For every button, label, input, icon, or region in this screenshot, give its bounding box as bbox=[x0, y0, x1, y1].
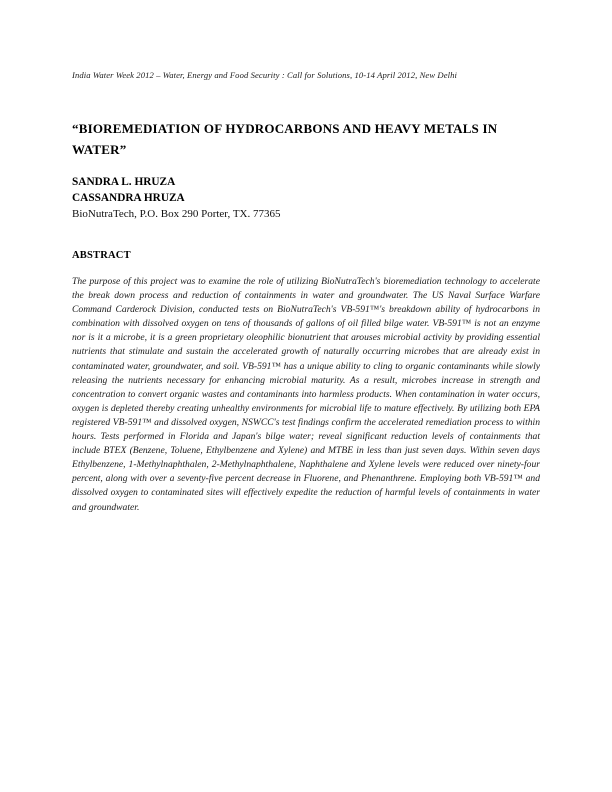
abstract-text: The purpose of this project was to examine the role of utilizing BioNutraTech's bioremediation technology to accelerate the break down process and reduction of containments in water and groundwater. The US Naval Surface Warfare Command Carderock Division, conducted tests on BioNutraTech's VB-591™'s breakdown ability of hydrocarbons in combination with dissolved oxygen on tens of thousands of gallons of oil filled bilge water. VB-591™ is not an enzyme nor is it a microbe, it is a green proprietary oleophilic bionutrient that arouses microbial activity by providing essential nutrients that stimulate and sustain the accelerated growth of naturally occurring microbes that are already exist in contaminated water, groundwater, and soil. VB-591™ has a unique ability to cling to organic contaminants while slowly releasing the nutrients necessary for enhancing microbial maturity. As a result, microbes increase in strength and concentration to convert organic wastes and contaminants into harmless products. When contamination in water occurs, oxygen is depleted thereby creating unhealthy environments for microbial life to mature effectively. By utilizing both EPA registered VB-591™ and dissolved oxygen, NSWCC's test findings confirm the accelerated remediation process to within hours. Tests performed in Florida and Japan's bilge water; reveal significant reduction levels of containments that include BTEX (Benzene, Toluene, Ethylbenzene and Xylene) and MTBE in less than just seven days. Within seven days Ethylbenzene, 1-Methylnaphthalen, 2-Methylnaphthalene, Naphthalene and Xylene levels were reduced over ninety-four percent, along with over a seventy-five percent decrease in Fluorene, and Phenanthrene. Employing both VB-591™ and dissolved oxygen to contaminated sites will effectively expedite the reduction of harmful levels of containments in water and groundwater. bbox=[72, 276, 540, 513]
running-header: India Water Week 2012 – Water, Energy and Food Security : Call for Solutions, 10-14 April 2012, New Delhi bbox=[72, 70, 458, 80]
abstract-heading: ABSTRACT bbox=[72, 250, 131, 261]
author-name-1: SANDRA L. HRUZA bbox=[72, 176, 176, 188]
authors-block bbox=[72, 174, 540, 222]
author-affiliation: BioNutraTech, P.O. Box 290 Porter, TX. 77365 bbox=[72, 208, 281, 220]
author-name-2: CASSANDRA HRUZA bbox=[72, 192, 185, 204]
paper-title: “BIOREMEDIATION OF HYDROCARBONS AND HEAVY METALS IN WATER” bbox=[72, 121, 498, 157]
